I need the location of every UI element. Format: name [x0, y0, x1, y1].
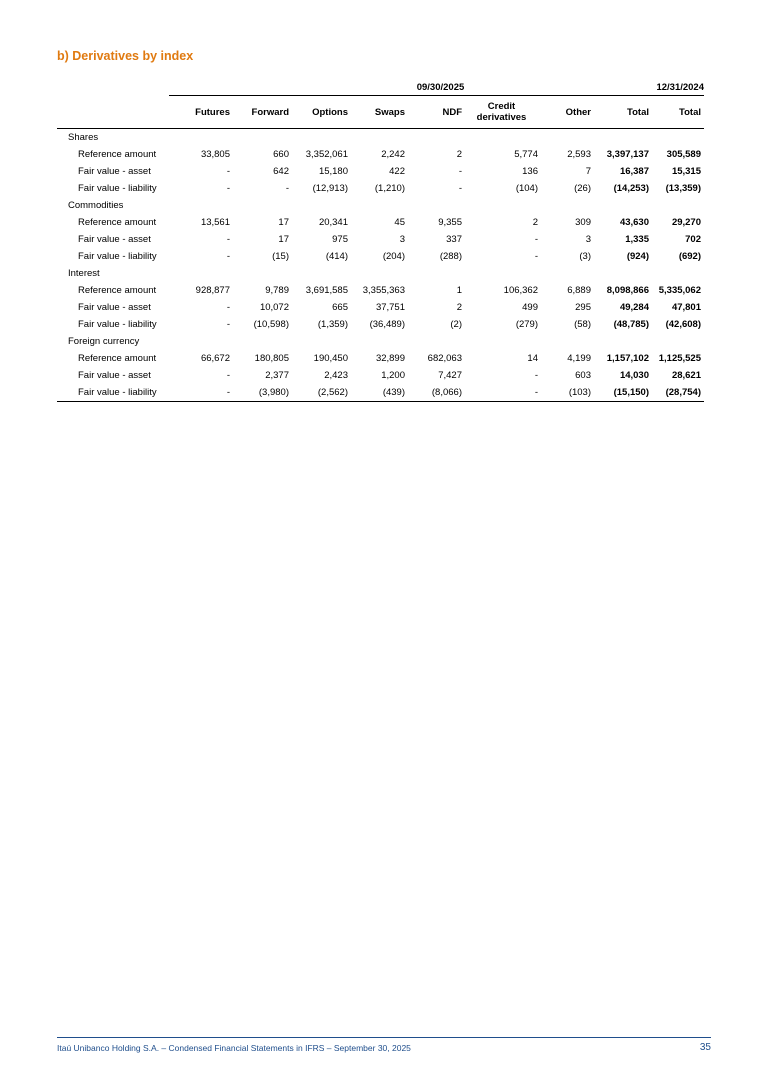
section-label: Shares — [68, 132, 99, 143]
table-cell: (2) — [450, 319, 462, 330]
table-cell: 136 — [522, 166, 538, 177]
table-cell: - — [534, 234, 538, 245]
table-cell: (36,489) — [369, 319, 405, 330]
table-cell: 5,335,062 — [658, 285, 701, 296]
row-label: Fair value - asset — [78, 302, 151, 313]
table-cell: 3 — [399, 234, 405, 245]
table-cell: 43,630 — [619, 217, 649, 228]
table-cell: 1,335 — [625, 234, 649, 245]
table-cell: 17 — [278, 217, 289, 228]
table-cell: 15,180 — [318, 166, 348, 177]
table-cell: (924) — [626, 251, 649, 262]
table-cell: 9,789 — [265, 285, 289, 296]
table-cell: (1,359) — [317, 319, 348, 330]
column-header-row — [57, 96, 704, 129]
row-label: Fair value - liability — [78, 183, 157, 194]
table-cell: - — [534, 370, 538, 381]
table-cell: (8,066) — [408, 384, 465, 402]
table-cell: (12,913) — [312, 183, 348, 194]
table-cell: 975 — [332, 234, 348, 245]
table-cell: 6,889 — [567, 285, 591, 296]
table-cell: 702 — [685, 234, 701, 245]
table-row — [57, 282, 704, 299]
table-cell: 660 — [273, 149, 289, 160]
table-cell: 10,072 — [259, 302, 289, 313]
table-row — [57, 214, 704, 231]
col-other: Other — [541, 96, 594, 129]
row-label: Reference amount — [78, 149, 157, 160]
table-cell: 2,242 — [381, 149, 405, 160]
table-cell: 49,284 — [619, 302, 649, 313]
table-row — [57, 180, 704, 197]
table-cell: (14,253) — [613, 183, 649, 194]
table-cell: (204) — [382, 251, 405, 262]
table-cell: 2,423 — [324, 370, 348, 381]
table-row — [57, 299, 704, 316]
table-cell: 309 — [575, 217, 591, 228]
table-cell: (439) — [351, 384, 408, 402]
table-cell: (2,562) — [292, 384, 351, 402]
table-cell: 180,805 — [254, 353, 289, 364]
table-cell: 37,751 — [375, 302, 405, 313]
table-cell: 1,125,525 — [658, 353, 701, 364]
table-cell: 13,561 — [200, 217, 230, 228]
table-cell: - — [465, 384, 541, 402]
table-cell: 2 — [456, 302, 462, 313]
table-cell: 2 — [532, 217, 538, 228]
col-total-current: Total — [594, 96, 652, 129]
table-cell: 5,774 — [514, 149, 538, 160]
table-cell: - — [226, 370, 230, 381]
row-label: Fair value - liability — [57, 384, 169, 402]
table-cell: (414) — [325, 251, 348, 262]
section-label: Interest — [68, 268, 100, 279]
col-credit-derivatives: Credit derivatives — [465, 96, 541, 129]
table-cell: 9,355 — [438, 217, 462, 228]
table-row — [57, 367, 704, 384]
derivatives-table — [57, 79, 704, 402]
table-cell: - — [169, 384, 233, 402]
table-cell: (3) — [579, 251, 591, 262]
period-current: 09/30/2025 — [169, 79, 652, 96]
table-cell: 7,427 — [438, 370, 462, 381]
table-cell: (104) — [515, 183, 538, 194]
table-cell: (15) — [272, 251, 289, 262]
page-number: 35 — [699, 1042, 711, 1053]
table-cell: (103) — [541, 384, 594, 402]
table-cell: - — [285, 183, 289, 194]
table-cell: 45 — [394, 217, 405, 228]
section-row — [57, 129, 704, 147]
row-label: Reference amount — [78, 353, 157, 364]
col-swaps: Swaps — [351, 96, 408, 129]
table-cell: 3 — [585, 234, 591, 245]
section-title: b) Derivatives by index — [57, 49, 194, 63]
table-cell: 66,672 — [200, 353, 230, 364]
table-cell: (26) — [574, 183, 591, 194]
table-cell: 2,593 — [567, 149, 591, 160]
table-body — [57, 129, 704, 402]
table-row — [57, 163, 704, 180]
table-cell: 4,199 — [567, 353, 591, 364]
table-cell: 47,801 — [671, 302, 701, 313]
table-cell: 3,691,585 — [305, 285, 348, 296]
section-row — [57, 333, 704, 350]
table-cell: 422 — [389, 166, 405, 177]
table-cell: (3,980) — [233, 384, 292, 402]
table-cell: (13,359) — [665, 183, 701, 194]
table-cell: 106,362 — [503, 285, 538, 296]
table-cell: 665 — [332, 302, 348, 313]
table-cell: 16,387 — [619, 166, 649, 177]
table-cell: 2 — [456, 149, 462, 160]
period-header-row — [57, 79, 704, 96]
row-label: Fair value - asset — [78, 234, 151, 245]
row-label: Reference amount — [78, 285, 157, 296]
table-cell: (58) — [574, 319, 591, 330]
table-cell: 28,621 — [671, 370, 701, 381]
table-row — [57, 231, 704, 248]
table-cell: - — [226, 166, 230, 177]
table-cell: 14 — [527, 353, 538, 364]
row-label: Fair value - liability — [78, 319, 157, 330]
table-cell: 499 — [522, 302, 538, 313]
table-cell: - — [226, 183, 230, 194]
table-cell: 3,397,137 — [606, 149, 649, 160]
table-cell: 1,200 — [381, 370, 405, 381]
table-cell: 1,157,102 — [606, 353, 649, 364]
table-cell: - — [226, 319, 230, 330]
footer-text: Itaú Unibanco Holding S.A. – Condensed Financial Statements in IFRS – September 30, 2025 — [57, 1043, 411, 1053]
col-futures: Futures — [169, 96, 233, 129]
table-cell: 603 — [575, 370, 591, 381]
table-cell: 3,352,061 — [305, 149, 348, 160]
table-cell: - — [226, 234, 230, 245]
table-cell: (279) — [515, 319, 538, 330]
table-cell: (10,598) — [253, 319, 289, 330]
table-cell: 295 — [575, 302, 591, 313]
table-row — [57, 248, 704, 265]
table-cell: - — [458, 166, 462, 177]
row-label: Fair value - liability — [78, 251, 157, 262]
section-row — [57, 265, 704, 282]
row-label: Fair value - asset — [78, 370, 151, 381]
table-cell: (42,608) — [665, 319, 701, 330]
table-cell: 17 — [278, 234, 289, 245]
table-cell: 32,899 — [375, 353, 405, 364]
table-cell: 190,450 — [313, 353, 348, 364]
row-label: Fair value - asset — [78, 166, 151, 177]
section-label: Foreign currency — [68, 336, 140, 347]
table-cell: 33,805 — [200, 149, 230, 160]
table-cell: - — [226, 302, 230, 313]
table-cell: 2,377 — [265, 370, 289, 381]
table-cell: 1 — [456, 285, 462, 296]
table-cell: (692) — [678, 251, 701, 262]
table-cell: (1,210) — [374, 183, 405, 194]
section-label: Commodities — [68, 200, 124, 211]
table-cell: - — [534, 251, 538, 262]
col-forward: Forward — [233, 96, 292, 129]
col-total-prior: Total — [652, 96, 704, 129]
table-cell: 15,315 — [671, 166, 701, 177]
table-cell: (48,785) — [613, 319, 649, 330]
table-cell: - — [458, 183, 462, 194]
table-cell: 642 — [273, 166, 289, 177]
table-row — [57, 146, 704, 163]
row-label: Reference amount — [78, 217, 157, 228]
table-cell: 682,063 — [427, 353, 462, 364]
col-ndf: NDF — [408, 96, 465, 129]
table-row — [57, 350, 704, 367]
table-cell: 3,355,363 — [362, 285, 405, 296]
table-cell: (288) — [439, 251, 462, 262]
footer-divider — [57, 1037, 711, 1038]
table-cell: 8,098,866 — [606, 285, 649, 296]
table-cell: 29,270 — [671, 217, 701, 228]
table-row — [57, 316, 704, 333]
table-cell: 20,341 — [318, 217, 348, 228]
table-cell: 337 — [446, 234, 462, 245]
period-prior: 12/31/2024 — [652, 79, 704, 96]
col-options: Options — [292, 96, 351, 129]
table-row — [57, 384, 704, 402]
table-cell: - — [226, 251, 230, 262]
table-cell: 305,589 — [666, 149, 701, 160]
table-cell: (15,150) — [594, 384, 652, 402]
table-cell: 14,030 — [619, 370, 649, 381]
section-row — [57, 197, 704, 214]
table-cell: (28,754) — [652, 384, 704, 402]
table-cell: 7 — [585, 166, 591, 177]
table-cell: 928,877 — [195, 285, 230, 296]
